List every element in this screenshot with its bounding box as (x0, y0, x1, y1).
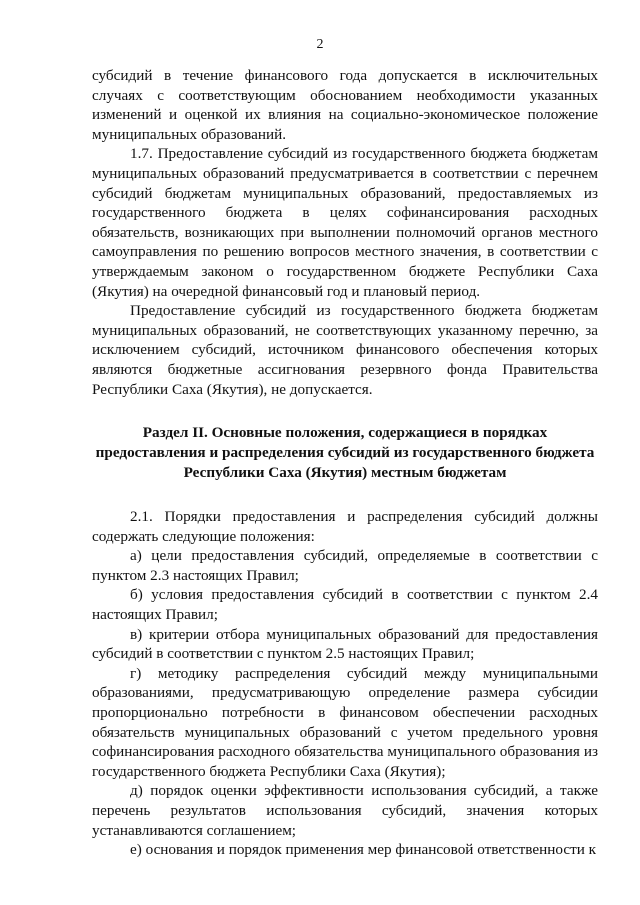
paragraph-2-1: 2.1. Порядки предоставления и распределения субсидий должны содержать следующие положения: (92, 508, 598, 545)
paragraph-1-7: 1.7. Предоставление субсидий из государственного бюджета бюджетам муниципальных образований предусматривается в соответствии с перечнем субсидий бюджетам муниципальных образований, предоставляемых из государственного бюджета в целях софинансирования расходных обязательств, возникающих при выполнении полномочий органов местного самоуправления по решению вопросов местного значения, в соответствии с утверждаемым законом о государственном бюджете Республики Саха (Якутия) на очередной финансовый год и плановый период. (92, 145, 598, 300)
paragraph-prohibition: Предоставление субсидий из государственного бюджета бюджетам муниципальных образований, не соответствующих указанному перечню, за исключением субсидий, источником финансового обеспечения которых являются бюджетные ассигнования резервного фонда Правительства Республики Саха (Якутия), не допускается. (92, 302, 598, 398)
section-heading: Раздел II. Основные положения, содержащиеся в порядках предоставления и распределения субсидий из государственного бюджета Республики Саха (Якутия) местным бюджетам (95, 424, 595, 482)
page-number: 2 (316, 37, 324, 52)
paragraph-continuation: субсидий в течение финансового года допускается в исключительных случаях с соответствующим обоснованием необходимости указанных изменений и оценкой их влияния на социально-экономическое положение муниципальных образований. (92, 67, 598, 143)
list-item-b: б) условия предоставления субсидий в соответствии с пунктом 2.4 настоящих Правил; (92, 586, 598, 624)
list-item-d: д) порядок оценки эффективности использования субсидий, а также перечень результатов использования субсидий, значения которых устанавливаются соглашением; (92, 782, 598, 839)
list-item-e: е) основания и порядок применения мер финансовой ответственности к (130, 841, 597, 859)
list-item-g: г) методику распределения субсидий между муниципальными образованиями, предусматривающую определение размера субсидии пропорционально потребности в финансовом обеспечении расходных обязательств муниципальных образований с учетом предельного уровня софинансирования расходного обязательства муниципального образования из государственного бюджета Республики Саха (Якутия); (92, 664, 598, 780)
list-item-v: в) критерии отбора муниципальных образований для предоставления субсидий в соответствии с пунктом 2.5 настоящих Правил; (92, 625, 598, 663)
document-body (92, 66, 598, 860)
list-item-a: а) цели предоставления субсидий, определяемые в соответствии с пунктом 2.3 настоящих Правил; (92, 547, 598, 584)
